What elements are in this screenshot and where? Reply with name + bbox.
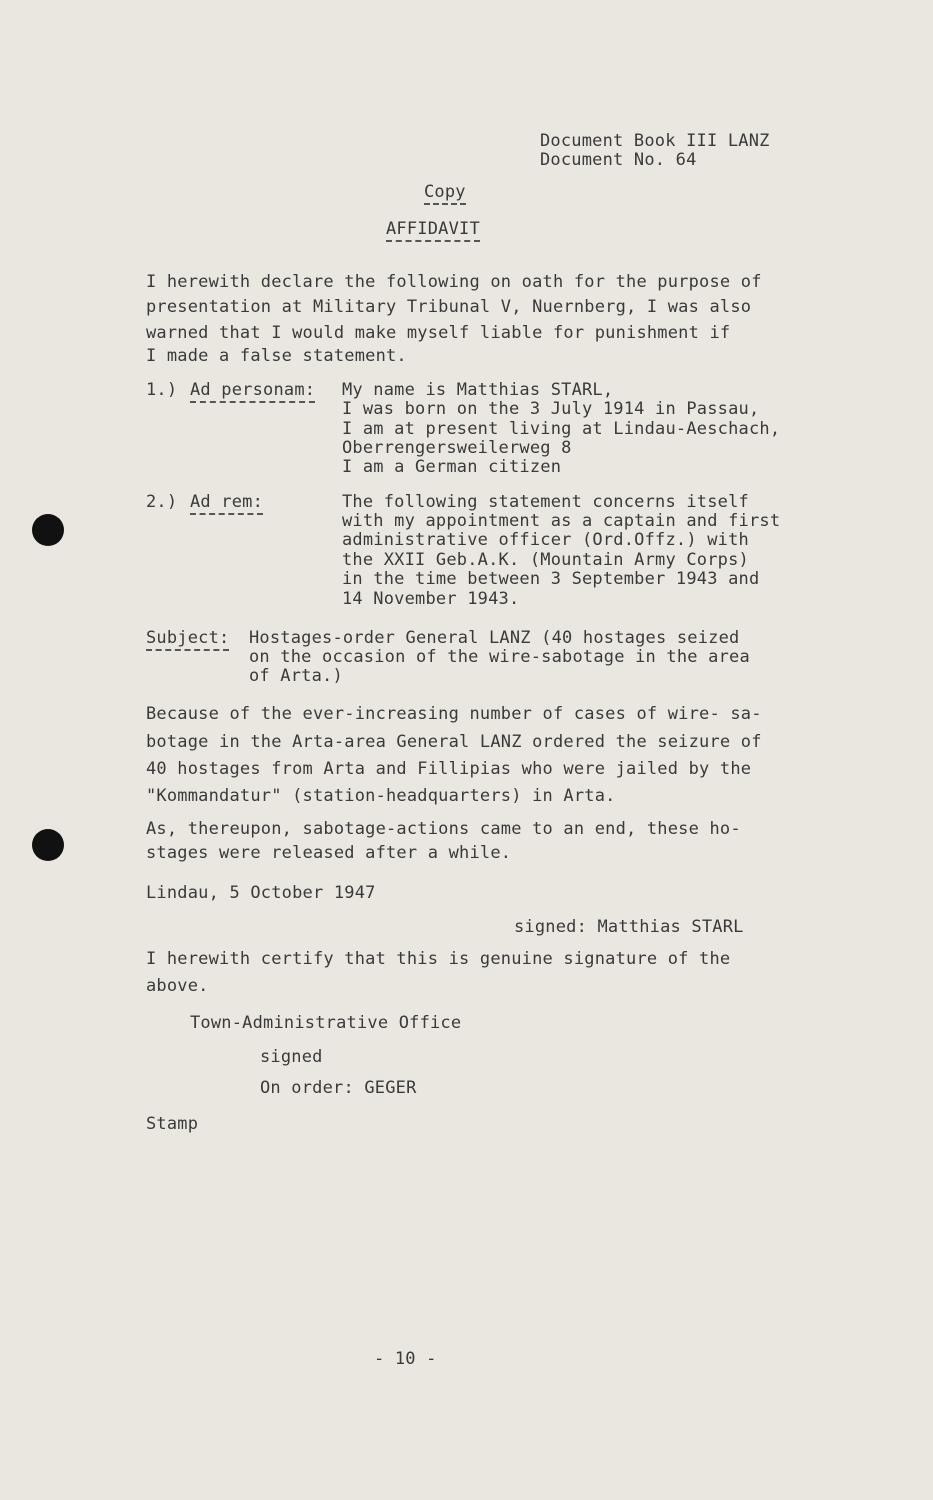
intro-line: warned that I would make myself liable for punishment if [146,323,731,343]
item-line: with my appointment as a captain and first [342,511,781,531]
body-line: "Kommandatur" (station-headquarters) in Arta. [146,786,616,806]
punch-hole-top [32,514,64,546]
certify-line: I herewith certify that this is genuine signature of the [146,949,731,969]
item-label: Ad personam: [190,381,315,403]
item-line: My name is Matthias STARL, [342,380,614,400]
body-line: As, thereupon, sabotage-actions came to an end, these ho- [146,819,741,839]
item-line: administrative officer (Ord.Offz.) with [342,530,749,550]
header-document-book: Document Book III LANZ [540,131,770,151]
copy-title: Copy [424,183,466,205]
item-line: I am a German citizen [342,457,562,477]
subject-line: on the occasion of the wire-sabotage in the area [249,647,750,667]
item-line: I was born on the 3 July 1914 in Passau, [342,399,760,419]
intro-line: presentation at Military Tribunal V, Nuernberg, I was also [146,297,752,317]
item-number: 1.) [146,380,178,400]
item-number: 2.) [146,492,178,512]
item-label: Ad rem: [190,493,263,515]
punch-hole-bottom [32,829,64,861]
certify-line: above. [146,976,209,996]
item-line: the XXII Geb.A.K. (Mountain Army Corps) [342,550,749,570]
subject-line: Hostages-order General LANZ (40 hostages seized [249,628,740,648]
page-number: - 10 - [374,1349,437,1369]
body-line: botage in the Arta-area General LANZ ordered the seizure of [146,732,762,752]
place-date: Lindau, 5 October 1947 [146,883,376,903]
intro-line: I herewith declare the following on oath for the purpose of [146,272,762,292]
body-line: 40 hostages from Arta and Fillipias who were jailed by the [146,759,752,779]
item-line: Oberrengersweilerweg 8 [342,438,572,458]
office-name: Town-Administrative Office [190,1013,462,1033]
item-line: 14 November 1943. [342,589,520,609]
body-line: Because of the ever-increasing number of cases of wire- sa- [146,704,762,724]
subject-line: of Arta.) [249,666,343,686]
intro-line: I made a false statement. [146,346,407,366]
header-document-number: Document No. 64 [540,150,697,170]
signed-word: signed [260,1047,323,1067]
subject-label: Subject: [146,629,229,651]
item-line: in the time between 3 September 1943 and [342,569,760,589]
item-line: I am at present living at Lindau-Aeschach, [342,419,781,439]
body-line: stages were released after a while. [146,843,512,863]
signature-line: signed: Matthias STARL [514,917,744,937]
on-order: On order: GEGER [260,1078,417,1098]
affidavit-title: AFFIDAVIT [386,220,480,242]
stamp-label: Stamp [146,1114,199,1134]
item-line: The following statement concerns itself [342,492,749,512]
